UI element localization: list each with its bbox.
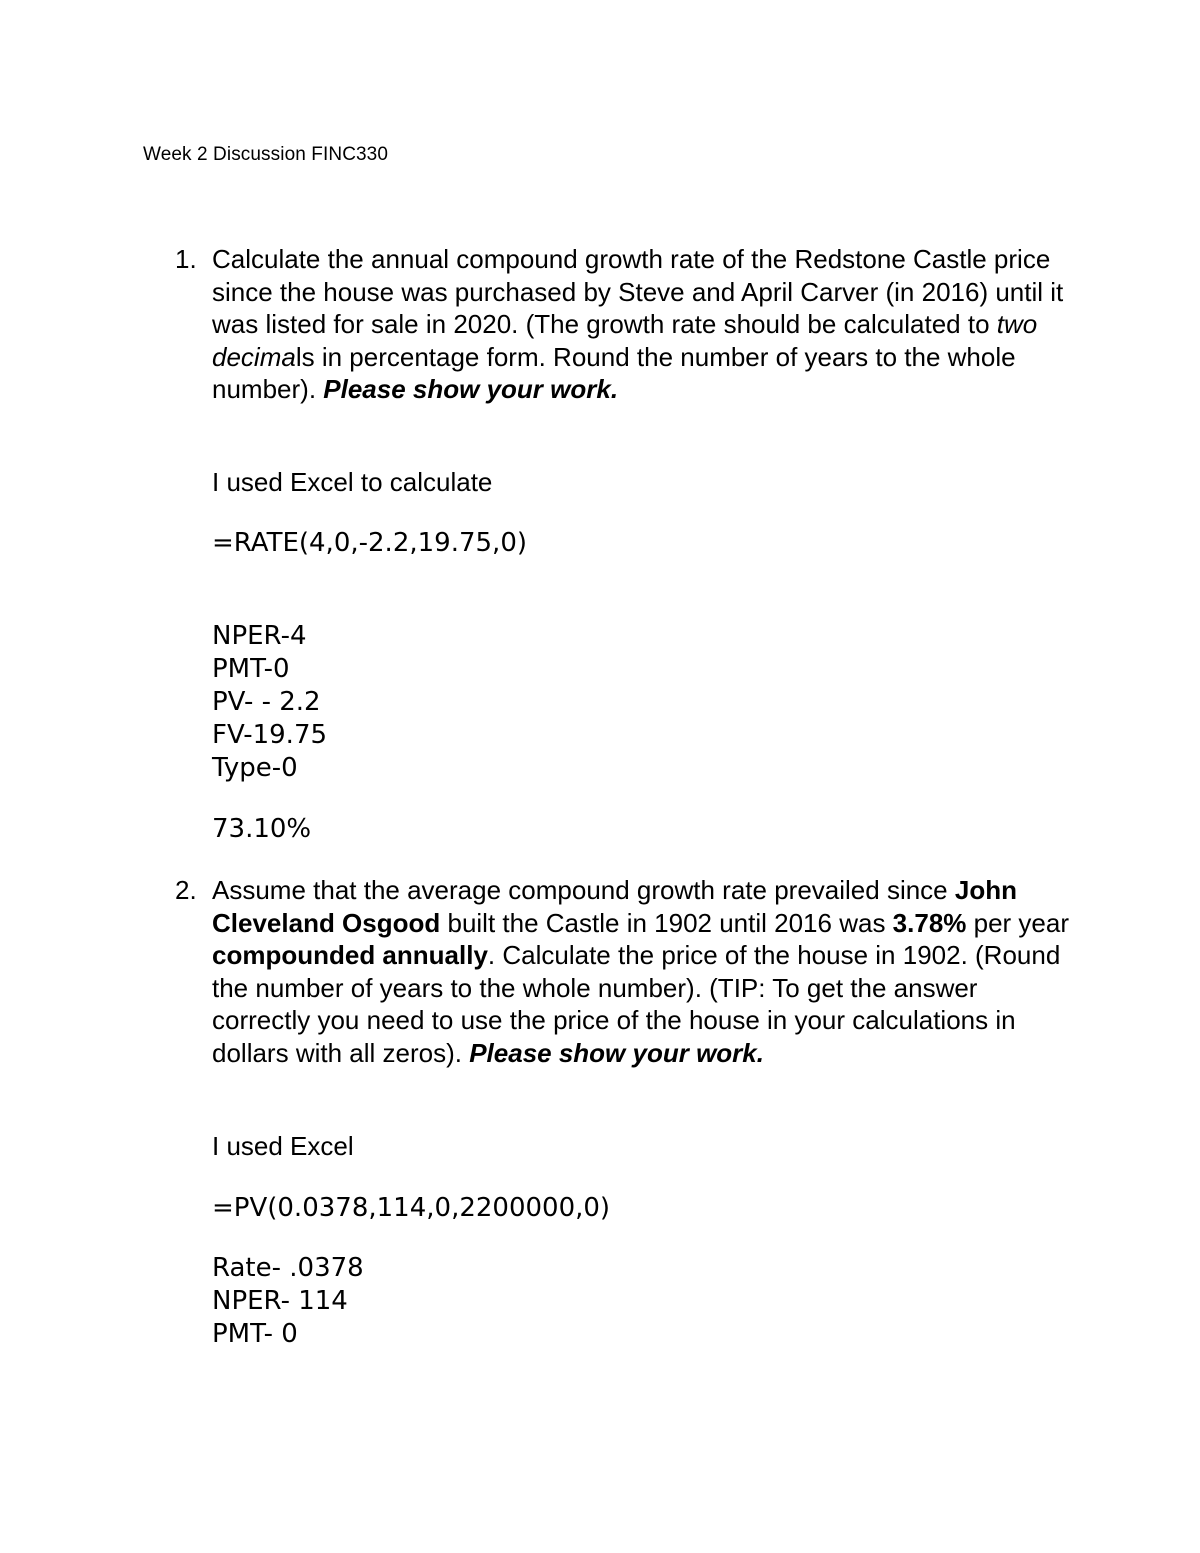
question-1-number: 1. bbox=[175, 244, 197, 274]
q2-param: NPER- 114 bbox=[212, 1286, 348, 1316]
question-1-text bbox=[212, 243, 1072, 406]
q1-param: PMT-0 bbox=[212, 654, 290, 684]
q2-text-part: . Calculate the price of the house in 1902. (Round the number of years to the whole number). (TIP: To get the answer correctly you need to use the price of the house in your calculations in dollars with all zeros). bbox=[212, 940, 1061, 1068]
q2-text-part: Assume that the average compound growth rate prevailed since bbox=[212, 875, 955, 905]
q1-italic-text: two decima bbox=[212, 309, 1038, 372]
q2-param: Rate- .0378 bbox=[212, 1253, 364, 1283]
q2-bold-name: John Cleveland Osgood bbox=[212, 875, 1017, 938]
q1-result: 73.10% bbox=[212, 814, 312, 844]
q1-param: PV- - 2.2 bbox=[212, 687, 321, 717]
q1-answer-intro: I used Excel to calculate bbox=[212, 467, 493, 497]
q2-text-part: per year bbox=[966, 907, 1070, 938]
q2-answer-intro: I used Excel bbox=[212, 1131, 354, 1161]
document-header: Week 2 Discussion FINC330 bbox=[143, 144, 389, 165]
q2-text-part: built the Castle in 1902 until 2016 was bbox=[440, 907, 893, 938]
q2-bold-compounded: compounded annually bbox=[212, 940, 488, 971]
q1-param: Type-0 bbox=[212, 753, 298, 783]
q1-formula: =RATE(4,0,-2.2,19.75,0) bbox=[212, 528, 528, 558]
q1-param: FV-19.75 bbox=[212, 720, 328, 750]
question-2-text bbox=[212, 874, 1072, 1070]
q1-text-part: Calculate the annual compound growth rate of the Redstone Castle price since the house was purchased by Steve and April Carver (in 2016) until it was listed for sale in 2020. (The growth rate should be calculated to bbox=[212, 244, 1064, 340]
question-2-number: 2. bbox=[175, 875, 197, 905]
q1-show-work: Please show your work. bbox=[323, 374, 619, 405]
q2-formula: =PV(0.0378,114,0,2200000,0) bbox=[212, 1193, 611, 1223]
q2-bold-rate: 3.78% bbox=[892, 907, 967, 938]
q1-text-part: ls in percentage form. Round the number of years to the whole number). bbox=[212, 341, 1016, 405]
q2-show-work: Please show your work. bbox=[469, 1037, 764, 1068]
q2-param: PMT- 0 bbox=[212, 1319, 298, 1349]
q1-param: NPER-4 bbox=[212, 621, 307, 651]
